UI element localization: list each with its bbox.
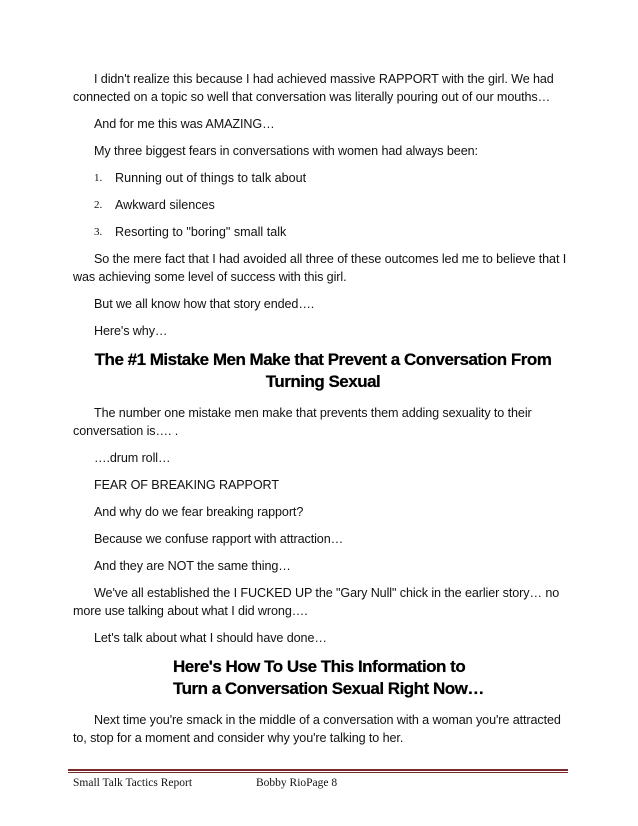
page-footer (73, 777, 338, 789)
list-text: Running out of things to talk about (115, 171, 307, 185)
heading-line: The #1 Mistake Men Make that Prevent a Conversation From (94, 350, 552, 369)
list-number: 3. (94, 226, 103, 238)
paragraph-amazing: And for me this was AMAZING… (94, 117, 275, 131)
list-item (73, 196, 573, 214)
paragraph-not-same: And they are NOT the same thing… (94, 559, 291, 573)
footer-author-page: Bobby RioPage 8 (256, 777, 338, 789)
footer-rule (68, 769, 568, 773)
footer-title: Small Talk Tactics Report (73, 777, 193, 789)
list-number: 2. (94, 199, 103, 211)
paragraph-should-have-done: Let's talk about what I should have done… (94, 631, 327, 645)
paragraph-rapport: I didn't realize this because I had achieved massive RAPPORT with the girl. We had connected on a topic so well that conversation was literally pouring out of our mouths… (73, 72, 554, 104)
paragraph-outcomes: So the mere fact that I had avoided all three of these outcomes led me to believe that I was achieving some level of success with this girl. (73, 252, 567, 284)
paragraph-gary-null: We've all established the I FUCKED UP the "Gary Null" chick in the earlier story… no more use talking about what I did wrong…. (73, 586, 560, 618)
section-heading-mistake (73, 349, 573, 393)
paragraph-fears-intro: My three biggest fears in conversations with women had always been: (94, 144, 478, 158)
section-heading-how-to (73, 656, 573, 700)
paragraph-number-one-mistake: The number one mistake men make that prevents them adding sexuality to their conversation is…. . (73, 406, 532, 438)
paragraph-drum-roll: ….drum roll… (94, 451, 171, 465)
list-item (73, 223, 573, 241)
paragraph-story-ended: But we all know how that story ended…. (94, 297, 315, 311)
paragraph-next-time: Next time you're smack in the middle of a conversation with a woman you're attracted to, stop for a moment and consider why you're talking to her. (73, 713, 561, 745)
paragraph-why-fear: And why do we fear breaking rapport? (94, 505, 304, 519)
list-item (73, 169, 573, 187)
page-body (73, 70, 573, 756)
heading-line: Turning Sexual (265, 372, 381, 391)
heading-line: Turn a Conversation Sexual Right Now… (173, 679, 484, 698)
paragraph-heres-why: Here's why… (94, 324, 168, 338)
paragraph-fear: FEAR OF BREAKING RAPPORT (94, 478, 279, 492)
list-number: 1. (94, 172, 103, 184)
paragraph-confuse: Because we confuse rapport with attraction… (94, 532, 344, 546)
list-text: Resorting to "boring" small talk (115, 225, 287, 239)
heading-line: Here's How To Use This Information to (173, 657, 466, 676)
list-text: Awkward silences (115, 198, 215, 212)
